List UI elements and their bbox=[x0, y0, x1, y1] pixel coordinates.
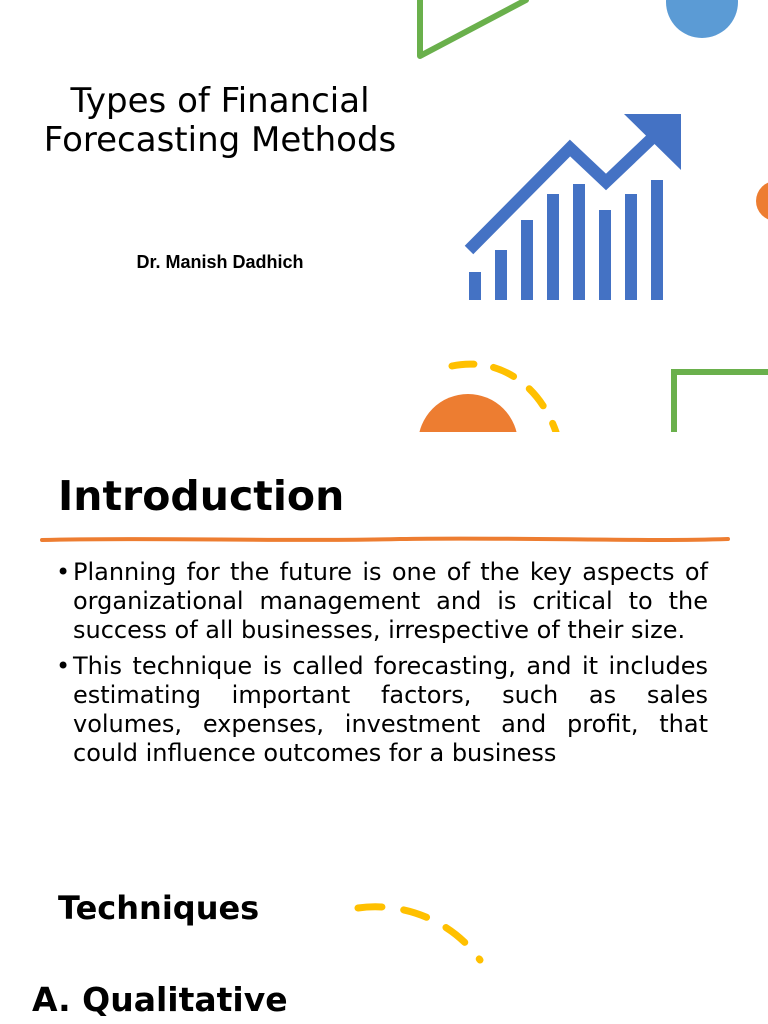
growth-chart-icon bbox=[464, 110, 686, 304]
orange-underline-decoration bbox=[40, 534, 730, 546]
orange-circle-decoration bbox=[756, 180, 768, 222]
bullet-symbol: • bbox=[56, 558, 71, 586]
bullet-item bbox=[56, 558, 708, 645]
green-triangle-decoration bbox=[410, 0, 530, 64]
bullet-symbol: • bbox=[56, 652, 71, 680]
bullet-item bbox=[56, 652, 708, 768]
techniques-heading: Techniques bbox=[58, 889, 260, 927]
introduction-bullet-list bbox=[56, 558, 708, 775]
author-name: Dr. Manish Dadhich bbox=[136, 252, 304, 272]
blue-circle-decoration bbox=[664, 0, 740, 40]
yellow-dashed-arc-decoration bbox=[350, 900, 490, 966]
introduction-heading: Introduction bbox=[58, 472, 345, 520]
qualitative-heading: A. Qualitative bbox=[32, 980, 288, 1019]
orange-half-circle-decoration bbox=[416, 392, 520, 432]
bullet-text: Planning for the future is one of the key aspects of organizational management and is critical to the success of all businesses, irrespective of their size. bbox=[73, 558, 708, 644]
introduction-slide bbox=[0, 432, 768, 1024]
title-slide bbox=[0, 0, 768, 432]
green-corner-decoration bbox=[666, 366, 768, 432]
bullet-text: This technique is called forecasting, and it includes estimating important factors, such as sales volumes, expenses, investment and profit, that could influence outcomes for a business bbox=[73, 652, 708, 767]
presentation-title: Types of Financial Forecasting Methods bbox=[43, 81, 397, 160]
